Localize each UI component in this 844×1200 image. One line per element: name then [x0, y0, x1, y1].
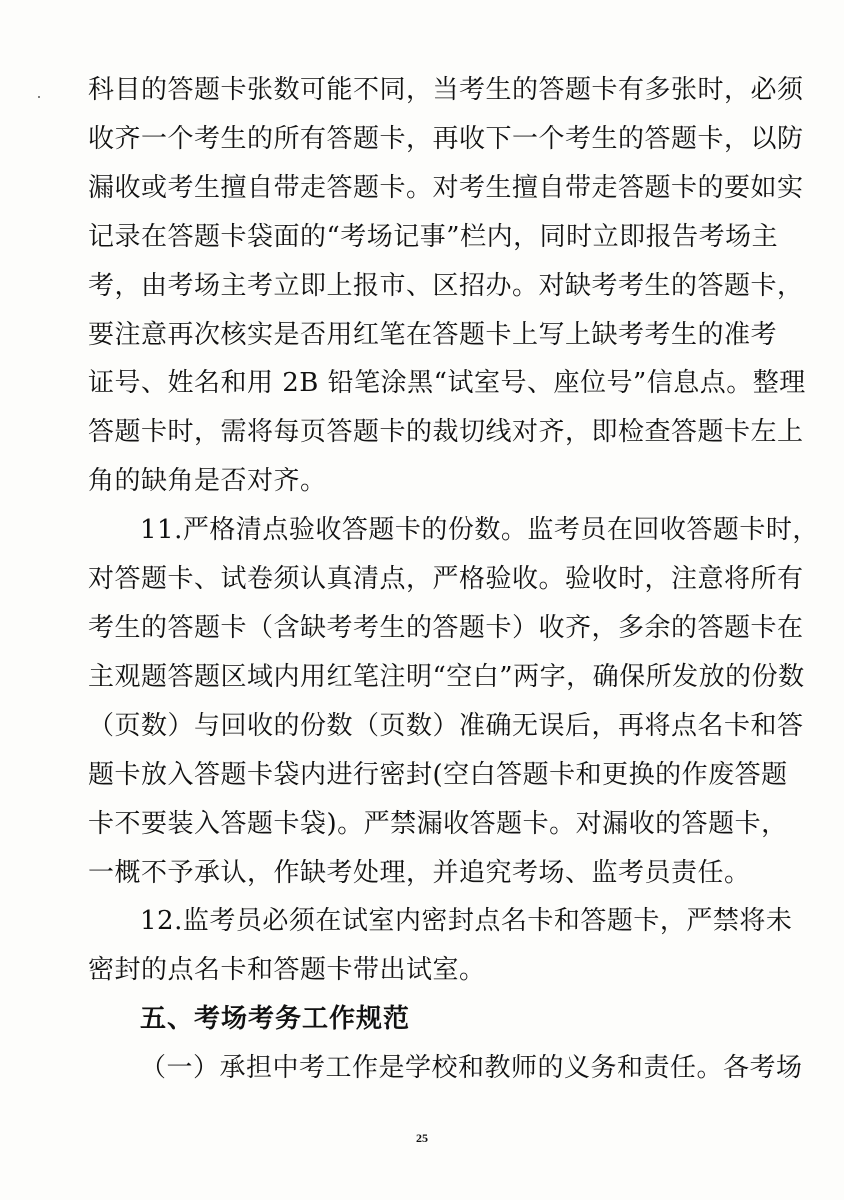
text-line: 密封的点名卡和答题卡带出试室。 [88, 955, 486, 986]
paragraph-item-12 [88, 897, 793, 995]
text-line: （一）承担中考工作是学校和教师的义务和责任。各考场 [140, 1053, 803, 1084]
text-line: 要注意再次核实是否用红笔在答题卡上写上缺考考生的准考 [88, 319, 778, 350]
paragraph-item-11 [88, 506, 819, 897]
text-line: 科目的答题卡张数可能不同，当考生的答题卡有多张时，必须 [88, 75, 804, 105]
document-body [88, 66, 819, 1093]
text-line: 主观题答题区域内用红笔注明“空白”两字，确保所发放的份数 [88, 661, 805, 692]
page-number: 25 [416, 1131, 428, 1145]
text-line: 一概不予承认，作缺考处理，并追究考场、监考员责任。 [88, 857, 751, 888]
paragraph-section-5-1 [88, 1044, 803, 1093]
text-line: 11.严格清点验收答题卡的份数。监考员在回收答题卡时， [140, 515, 819, 546]
section-heading [88, 995, 764, 1044]
text-line: 角的缺角是否对齐。 [88, 466, 327, 497]
scan-speck [38, 96, 40, 98]
text-line: 题卡放入答题卡袋内进行密封(空白答题卡和更换的作废答题 [88, 759, 788, 790]
text-line: 考，由考场主考立即上报市、区招办。对缺考考生的答题卡， [88, 270, 804, 301]
text-line: （页数）与回收的份数（页数）准确无误后，再将点名卡和答 [88, 710, 804, 741]
text-line: 12.监考员必须在试室内密封点名卡和答题卡，严禁将未 [140, 906, 793, 937]
text-line: 答题卡时，需将每页答题卡的裁切线对齐，即检查答题卡左上 [88, 417, 804, 448]
paragraph-answer-card-collection [88, 66, 806, 506]
text-line: 记录在答题卡袋面的“考场记事”栏内，同时立即报告考场主 [88, 221, 779, 252]
section-title: 五、考场考务工作规范 [140, 1004, 411, 1035]
text-line: 考生的答题卡（含缺考考生的答题卡）收齐，多余的答题卡在 [88, 612, 804, 643]
text-line: 卡不要装入答题卡袋)。严禁漏收答题卡。对漏收的答题卡， [88, 808, 788, 839]
text-line: 对答题卡、试卷须认真清点，严格验收。验收时，注意将所有 [88, 564, 804, 595]
text-line: 证号、姓名和用 2B 铅笔涂黑“试室号、座位号”信息点。整理 [88, 368, 806, 399]
text-line: 收齐一个考生的所有答题卡，再收下一个考生的答题卡，以防 [88, 123, 804, 154]
text-line: 漏收或考生擅自带走答题卡。对考生擅自带走答题卡的要如实 [88, 172, 804, 203]
